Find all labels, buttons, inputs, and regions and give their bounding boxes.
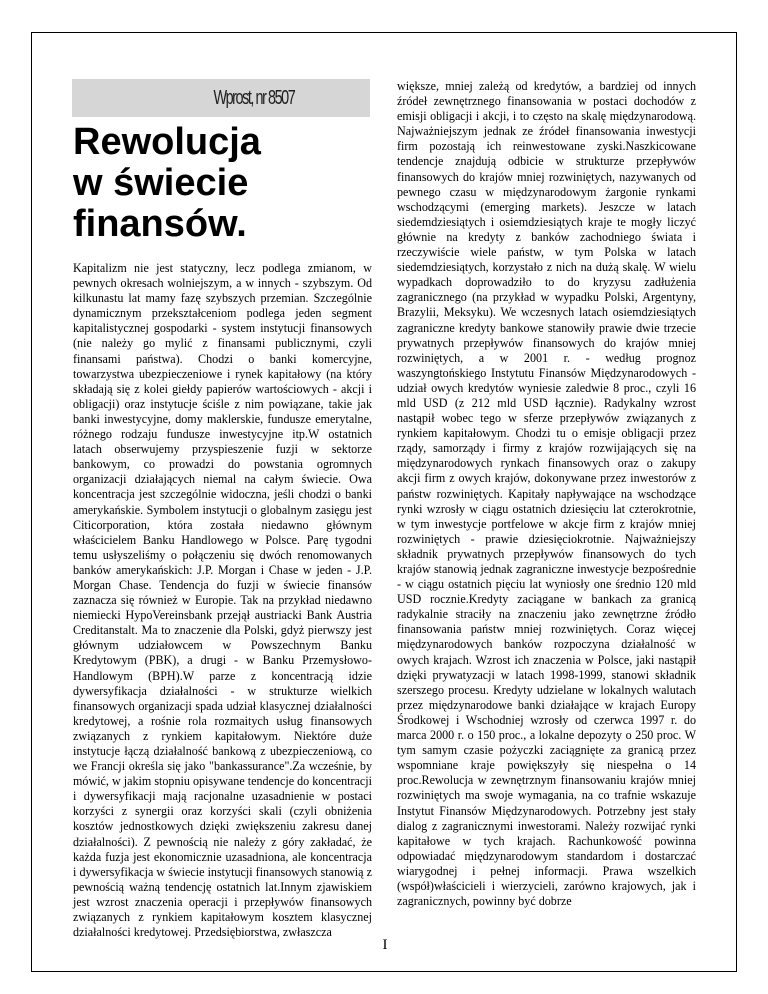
title-line: finansów. (73, 203, 247, 245)
source-banner (72, 79, 370, 117)
article-body-right-column: większe, mniej zależą od kredytów, a bardziej od innych źródeł zewnętrznego finansowania w postaci dochodów z emisji obligacji i akcji, i to często na skalę międzynarodową. Najważniejszym jednak ze źródeł finansowania inwestycji firm pozostają ich reinwestowane zyski.Naszkicowane tendencje znajdują odbicie w strukturze przepływów finansowych do krajów mniej rozwiniętych, nazywanych od pewnego czasu w międzynarodowym żargonie rynkami wschodzącymi (emerging markets). Jeszcze w latach siedemdziesiątych i osiemdziesiątych kraje te mogły liczyć głównie na kredyty z banków zachodniego świata i rzeczywiście wiele państw, w tym Polska w latach siedemdziesiątych, korzystało z nich na dużą skalę. W wielu wypadkach doprowadziło to do kryzysu zadłużenia zagranicznego (na przykład w wypadku Polski, Argentyny, Brazylii, Meksyku). We wczesnych latach osiemdziesiątych zagraniczne kredyty bankowe stanowiły prawie dwie trzecie prywatnych przepływów finansowych do krajów mniej rozwiniętych, a w 2001 r. - według prognoz waszyngtońskiego Instytutu Finansów Międzynarodowych - udział owych kredytów wyniesie zaledwie 8 proc., czyli 16 mld USD (z 212 mld USD łącznie). Radykalny wzrost nastąpił wobec tego w sferze przepływów związanych z rynkiem kapitałowym. Chodzi tu o emisje obligacji przez rządy, samorządy i firmy z krajów rozwijających się na międzynarodowych rynkach finansowych oraz o zakupy akcji firm z owych krajów, dokonywane przez inwestorów z państw rozwiniętych. Kapitały napływające na wschodzące rynki wzrosły w ciągu ostatnich dziesięciu lat czterokrotnie, w tym inwestycje portfelowe w akcje firm z krajów mniej rozwiniętych - prawie dziesięciokrotnie. Najważniejszy składnik prywatnych przepływów finansowych do tych krajów stanowią jednak zagraniczne inwestycje bezpośrednie - w ciągu ostatnich pięciu lat wyniosły one średnio 120 mld USD rocznie.Kredyty zaciągane w bankach za granicą radykalnie straciły na znaczeniu jako zewnętrzne źródło finansowania państw mniej rozwiniętych. Coraz więcej międzynarodowych banków rozpoczyna działalność w owych krajach. Wzrost ich znaczenia w Polsce, jaki nastąpił dzięki prywatyzacji w latach 1998-1999, stanowi składnik szerszego procesu. Kredyty udzielane w lokalnych walutach przez międzynarodowe banki działające w krajach Europy Środkowej i Wschodniej wzrosły od czerwca 1997 r. do marca 2000 r. o 150 proc., a lokalne depozyty o 250 proc. W tym samym czasie pożyczki zaciągnięte za granicą przez wspomniane kraje powiększyły się niespełna o 14 proc.Rewolucja w zewnętrznym finansowaniu krajów mniej rozwiniętych ma swoje wymagania, na co trafnie wskazuje Instytut Finansów Międzynarodowych. Potrzebny jest stały dialog z zagranicznymi inwestorami. Należy rozwijać rynki kapitałowe w tych krajach. Rachunkowość powinna odpowiadać międzynarodowym standardom i dostarczać wiarygodnej i pełnej informacji. Prawa wszelkich (współ)właścicieli i wierzycieli, zarówno krajowych, jak i zagranicznych, powinny być dobrze (397, 79, 696, 909)
article-title (73, 122, 373, 245)
source-label: Wprost, nr 8507 (213, 86, 294, 109)
title-line: Rewolucja (73, 121, 261, 163)
title-line: w świecie (73, 162, 249, 204)
article-body-left-column: Kapitalizm nie jest statyczny, lecz podlega zmianom, w pewnych okresach wolniejszym, a w innych - szybszym. Od kilkunastu lat mamy fazę szybszych przemian. Szczególnie dynamicznym przekształceniom podlega jeden segment kapitalistycznej gospodarki - system instytucji finansowych (nie należy go mylić z finansami publicznymi, czyli finansami państwa). Chodzi o banki komercyjne, towarzystwa ubezpieczeniowe i rynek kapitałowy (na który składają się z kolei giełdy papierów wartościowych - akcji i obligacji) oraz instytucje ściśle z nim powiązane, takie jak banki inwestycyjne, domy maklerskie, fundusze emerytalne, różnego rodzaju fundusze inwestycyjne itp.W ostatnich latach obserwujemy przyspieszenie fuzji w sektorze bankowym, co prowadzi do powstania ogromnych organizacji działających niemal na całym świecie. Owa koncentracja jest szczególnie widoczna, jeśli chodzi o banki amerykańskie. Symbolem instytucji o globalnym zasięgu jest Citicorporation, która została niedawno głównym właścicielem Banku Handlowego w Polsce. Parę tygodni temu usłyszeliśmy o połączeniu się dwóch renomowanych banków amerykańskich: J.P. Morgan i Chase w jeden - J.P. Morgan Chase. Tendencja do fuzji w świecie finansów zaznacza się również w Europie. Tak na przykład niedawno niemiecki HypoVereinsbank przejął austriacki Bank Austria Creditanstalt. Ma to znaczenie dla Polski, gdyż pierwszy jest głównym udziałowcem w Powszechnym Banku Kredytowym (PBK), a drugi - w Banku Przemysłowo-Handlowym (BPH).W parze z koncentracją idzie dywersyfikacja działalności - w strukturze wielkich finansowych organizacji spada udział klasycznej działalności kredytowej, a rośnie rola rozmaitych usług finansowych związanych z rynkiem kapitałowym. Niektóre duże instytucje łączą działalność bankową z ubezpieczeniową, co we Francji określa się jako "bankassurance".Za wcześnie, by mówić, w jakim stopniu opisywane tendencje do koncentracji i dywersyfikacji mają racjonalne uzasadnienie w postaci korzyści z synergii oraz korzyści skali (czyli obniżenia kosztów jednostkowych dzięki zwiększeniu zakresu danej działalności). Z pewnością nie należy z góry zakładać, że każda fuzja jest ekonomicznie uzasadniona, ale koncentracja i dywersyfikacja w świecie instytucji finansowych stanowią z pewnością ważną tendencję ostatnich lat.Innym zjawiskiem jest wzrost znaczenia operacji i przepływów finansowych związanych z rynkiem kapitałowym kosztem klasycznej działalności kredytowej. Przedsiębiorstwa, zwłaszcza (73, 261, 372, 940)
page-number: I (382, 937, 388, 953)
